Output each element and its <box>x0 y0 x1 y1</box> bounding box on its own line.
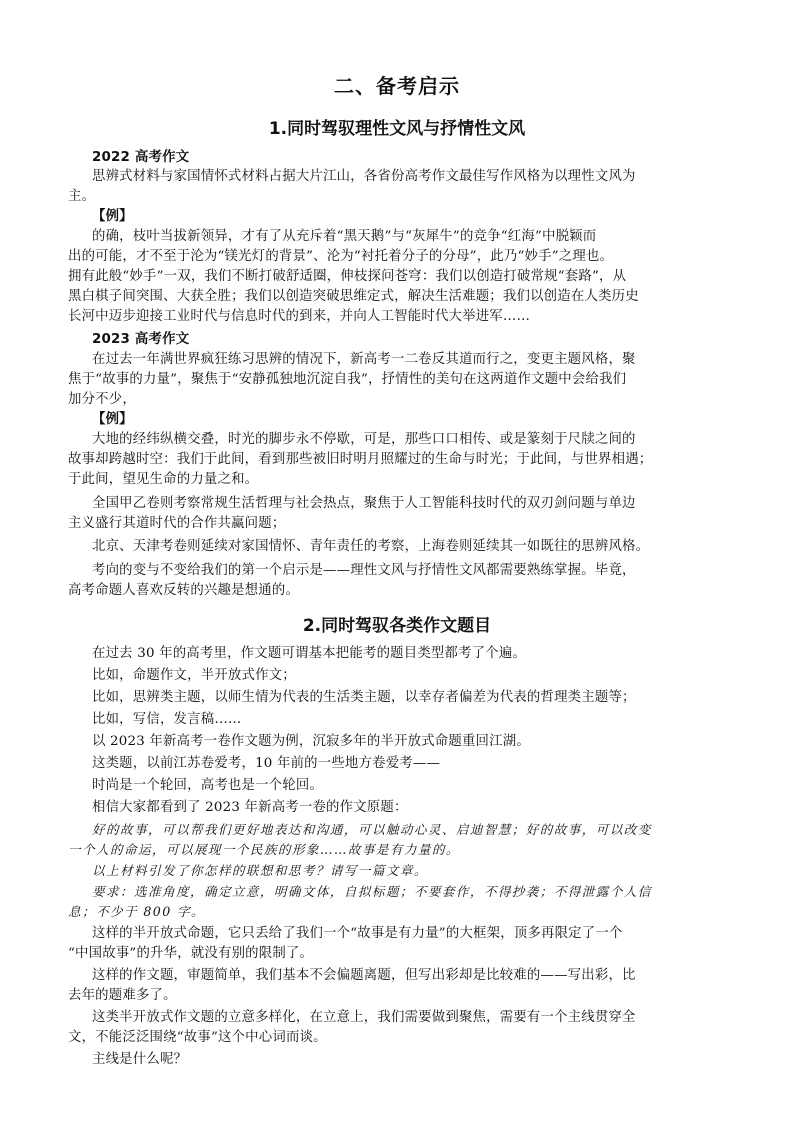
paragraph-line: 相信大家都看到了 2023 年新高考一卷的作文原题： <box>92 800 408 815</box>
paragraph-line: “中国故事”的升华，就没有别的限制了。 <box>68 946 314 961</box>
paragraph-line: 高考命题人喜欢反转的兴趣是想通的。 <box>68 583 300 598</box>
paragraph-line: 去年的题难多了。 <box>68 988 177 1003</box>
paragraph-line: 焦于“故事的力量”，聚焦于“安静孤独地沉淀自我”，抒情性的美句在这两道作文题中会给我们 <box>68 372 627 387</box>
paragraph-line: 比如，命题作文，半开放式作文； <box>92 668 296 683</box>
paragraph-line: 主义盛行其道时代的合作共赢问题； <box>68 516 286 531</box>
paragraph-line: 黑白棋子间突围、大获全胜；我们以创造突破思维定式，解决生活难题；我们以创造在人类历史 <box>68 289 639 304</box>
paragraph-line: 考向的变与不变给我们的第一个启示是——理性文风与抒情性文风都需要熟练掌握。毕竟， <box>92 563 636 578</box>
paragraph-line: 以 2023 年新高考一卷作文题为例，沉寂多年的半开放式命题重回江湖。 <box>92 734 530 749</box>
paragraph-line: 的确，枝叶当拔新领异，才有了从充斥着“黑天鹅”与“灰犀牛”的竞争“红海”中脱颖而 <box>92 229 597 244</box>
paragraph-line: 长河中迈步迎接工业时代与信息时代的到来，并向人工智能时代大举进军…… <box>68 309 531 324</box>
quote-line: 好的故事，可以帮我们更好地表达和沟通，可以触动心灵、启迪智慧；好的故事，可以改变 <box>92 822 652 837</box>
paragraph-line: 加分不少， <box>68 392 136 407</box>
paragraph-line: 在过去一年满世界疯狂练习思辨的情况下，新高考一二卷反其道而行之，变更主题风格，聚 <box>92 352 636 367</box>
paragraph-line: 比如，写信，发言稿…… <box>92 712 242 727</box>
page-title: 二、备考启示 <box>334 74 460 98</box>
paragraph-line: 这样的半开放式命题，它只丢给了我们一个“故事是有力量”的大框架，顶多再限定了一个 <box>92 926 623 941</box>
subheading-2023: 2023 高考作文 <box>92 332 190 347</box>
paragraph-line: 拥有此般“妙手”一双，我们不断打破舒适圈，伸枝探问苍穹：我们以创造打破常规“套路”，从 <box>68 269 627 284</box>
section1-heading: 1.同时驾驭理性文风与抒情性文风 <box>268 119 526 139</box>
subheading-2022: 2022 高考作文 <box>92 150 190 165</box>
quote-line: 要求：选准角度，确定立意，明确文体，自拟标题；不要套作，不得抄袭；不得泄露个人信 <box>92 884 652 899</box>
paragraph-line: 在过去 30 年的高考里，作文题可谓基本把能考的题目类型都考了个遍。 <box>92 646 527 661</box>
paragraph-line: 比如，思辨类主题，以师生情为代表的生活类主题，以幸存者偏差为代表的哲理类主题等； <box>92 690 636 705</box>
section2-heading: 2.同时驾驭各类作文题目 <box>302 616 492 636</box>
paragraph-line: 这样的作文题，审题简单，我们基本不会偏题离题，但写出彩却是比较难的——写出彩，比 <box>92 968 636 983</box>
paragraph-line: 出的可能，才不至于沦为“镁光灯的背景”、沦为“衬托着分子的分母”，此乃“妙手”之理也。 <box>68 249 614 264</box>
paragraph-line: 主线是什么呢？ <box>92 1052 188 1067</box>
paragraph-line: 大地的经纬纵横交叠，时光的脚步永不停歇，可是，那些口口相传、或是篆刻于尺牍之间的 <box>92 432 636 447</box>
paragraph-line: 北京、天津考卷则延续对家国情怀、青年责任的考察，上海卷则延续其一如既往的思辨风格。 <box>92 539 650 554</box>
paragraph-line: 故事却跨越时空：我们于此间，看到那些被旧时明月照耀过的生命与时光；于此间，与世界相遇； <box>68 452 653 467</box>
paragraph-line: 全国甲乙卷则考察常规生活哲理与社会热点，聚焦于人工智能科技时代的双刃剑问题与单边 <box>92 496 636 511</box>
paragraph-line: 文，不能泛泛围绕“故事”这个中心词而谈。 <box>68 1030 327 1045</box>
quote-line: 一个人的命运，可以展现一个民族的形象……故事是有力量的。 <box>68 842 460 857</box>
paragraph-line: 时尚是一个轮回，高考也是一个轮回。 <box>92 778 324 793</box>
example-label: 【例】 <box>92 412 133 427</box>
paragraph-line: 这类题，以前江苏卷爱考，10 年前的一些地方卷爱考—— <box>92 756 441 771</box>
quote-line: 以上材料引发了你怎样的联想和思考？请写一篇文章。 <box>92 863 428 878</box>
example-label: 【例】 <box>92 209 133 224</box>
paragraph-line: 这类半开放式作文题的立意多样化，在立意上，我们需要做到聚焦，需要有一个主线贯穿全 <box>92 1010 636 1025</box>
paragraph-line: 于此间，望见生命的力量之和。 <box>68 472 259 487</box>
quote-line: 息；不少于 800 字。 <box>68 904 206 919</box>
paragraph-line: 主。 <box>68 189 96 204</box>
paragraph-line: 思辨式材料与家国情怀式材料占据大片江山，各省份高考作文最佳写作风格为以理性文风为 <box>92 169 636 184</box>
